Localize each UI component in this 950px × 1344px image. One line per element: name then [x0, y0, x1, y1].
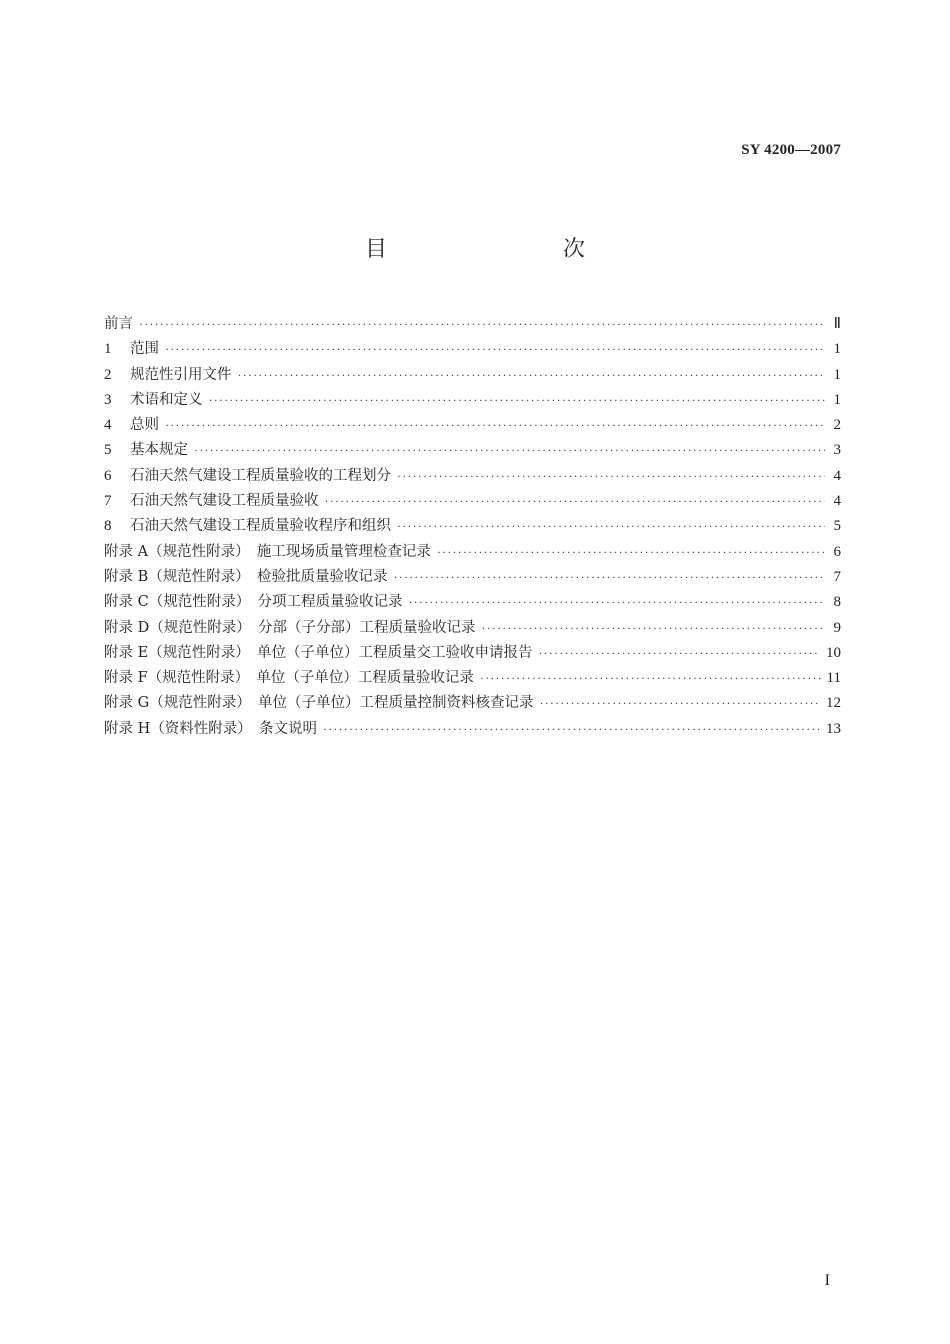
toc-dot-leader — [323, 717, 820, 742]
toc-dot-leader — [139, 312, 825, 337]
page-title: 目 次 — [364, 237, 629, 262]
toc-dot-leader — [238, 363, 826, 388]
toc-entry-number: 6 — [104, 467, 112, 484]
toc-entry[interactable] — [104, 590, 841, 615]
toc-entry-label: 附录 F（规范性附录） 单位（子单位）工程质量验收记录 — [104, 670, 474, 687]
toc-entry[interactable] — [104, 337, 841, 362]
toc-entry-number: 2 — [104, 366, 112, 383]
toc-entry[interactable] — [104, 565, 841, 590]
toc-entry-page: 1 — [833, 366, 841, 383]
toc-entry-number: 8 — [104, 518, 112, 535]
toc-dot-leader — [539, 691, 820, 716]
toc-entry-label: 基本规定 — [130, 442, 188, 459]
toc-entry-label: 附录 C（规范性附录） 分项工程质量验收记录 — [104, 594, 403, 611]
toc-dot-leader — [437, 540, 825, 565]
toc-entry-label: 附录 B（规范性附录） 检验批质量验收记录 — [104, 568, 388, 585]
toc-dot-leader — [325, 489, 826, 514]
toc-entry-number: 7 — [104, 493, 112, 510]
toc-entry-number: 3 — [104, 391, 112, 408]
toc-entry[interactable] — [104, 514, 841, 539]
toc-entry[interactable] — [104, 641, 841, 666]
toc-entry[interactable] — [104, 464, 841, 489]
toc-dot-leader — [481, 616, 825, 641]
toc-entry-page: 1 — [833, 341, 841, 358]
toc-entry-number: 4 — [104, 417, 112, 434]
toc-entry-label: 范围 — [130, 341, 159, 358]
toc-dot-leader — [480, 666, 821, 691]
toc-entry-page: 12 — [826, 695, 841, 712]
toc-entry-page: 2 — [833, 417, 841, 434]
toc-dot-leader — [397, 464, 825, 489]
toc-entry-label: 附录 D（规范性附录） 分部（子分部）工程质量验收记录 — [104, 619, 476, 636]
toc-entry[interactable] — [104, 413, 841, 438]
page-number: I — [824, 1272, 830, 1289]
table-of-contents — [104, 312, 841, 742]
toc-entry-page: Ⅱ — [833, 316, 841, 332]
toc-entry[interactable] — [104, 363, 841, 388]
toc-entry-label: 石油天然气建设工程质量验收 — [130, 493, 319, 510]
toc-entry-page: 5 — [833, 518, 841, 535]
toc-entry-page: 4 — [833, 493, 841, 510]
toc-entry[interactable] — [104, 388, 841, 413]
standard-code: SY 4200—2007 — [741, 142, 841, 158]
toc-entry[interactable] — [104, 666, 841, 691]
toc-dot-leader — [165, 413, 825, 438]
toc-entry-label: 石油天然气建设工程质量验收的工程划分 — [130, 467, 391, 484]
toc-entry[interactable] — [104, 312, 841, 337]
toc-entry-page: 8 — [833, 594, 841, 611]
toc-entry-number: 5 — [104, 442, 112, 459]
toc-entry-page: 13 — [826, 720, 841, 737]
toc-entry-page: 10 — [826, 644, 841, 661]
toc-entry[interactable] — [104, 489, 841, 514]
toc-entry-label: 附录 G（规范性附录） 单位（子单位）工程质量控制资料核查记录 — [104, 695, 534, 712]
toc-entry-label: 附录 A（规范性附录） 施工现场质量管理检查记录 — [104, 543, 431, 560]
toc-entry-page: 4 — [833, 467, 841, 484]
toc-entry-label: 总则 — [130, 417, 159, 434]
toc-entry-page: 7 — [833, 568, 841, 585]
toc-dot-leader — [394, 565, 825, 590]
toc-entry-page: 3 — [833, 442, 841, 459]
toc-entry-page: 11 — [826, 670, 841, 687]
toc-dot-leader — [209, 388, 826, 413]
toc-entry-label: 附录 E（规范性附录） 单位（子单位）工程质量交工验收申请报告 — [104, 644, 533, 661]
toc-entry-label: 前言 — [104, 316, 133, 332]
toc-entry-page: 1 — [833, 391, 841, 408]
toc-entry[interactable] — [104, 540, 841, 565]
toc-entry[interactable] — [104, 438, 841, 463]
toc-entry-label: 附录 H（资料性附录） 条文说明 — [104, 720, 318, 737]
toc-entry[interactable] — [104, 691, 841, 716]
toc-entry-page: 6 — [833, 543, 841, 560]
toc-entry-label: 术语和定义 — [130, 391, 203, 408]
toc-entry-number: 1 — [104, 341, 112, 358]
toc-dot-leader — [408, 590, 825, 615]
toc-entry-page: 9 — [833, 619, 841, 636]
toc-entry[interactable] — [104, 717, 841, 742]
toc-entry-label: 规范性引用文件 — [130, 366, 232, 383]
toc-dot-leader — [538, 641, 820, 666]
toc-dot-leader — [194, 438, 825, 463]
toc-dot-leader — [397, 514, 825, 539]
toc-entry-label: 石油天然气建设工程质量验收程序和组织 — [130, 518, 391, 535]
toc-entry[interactable] — [104, 616, 841, 641]
toc-dot-leader — [165, 337, 825, 362]
